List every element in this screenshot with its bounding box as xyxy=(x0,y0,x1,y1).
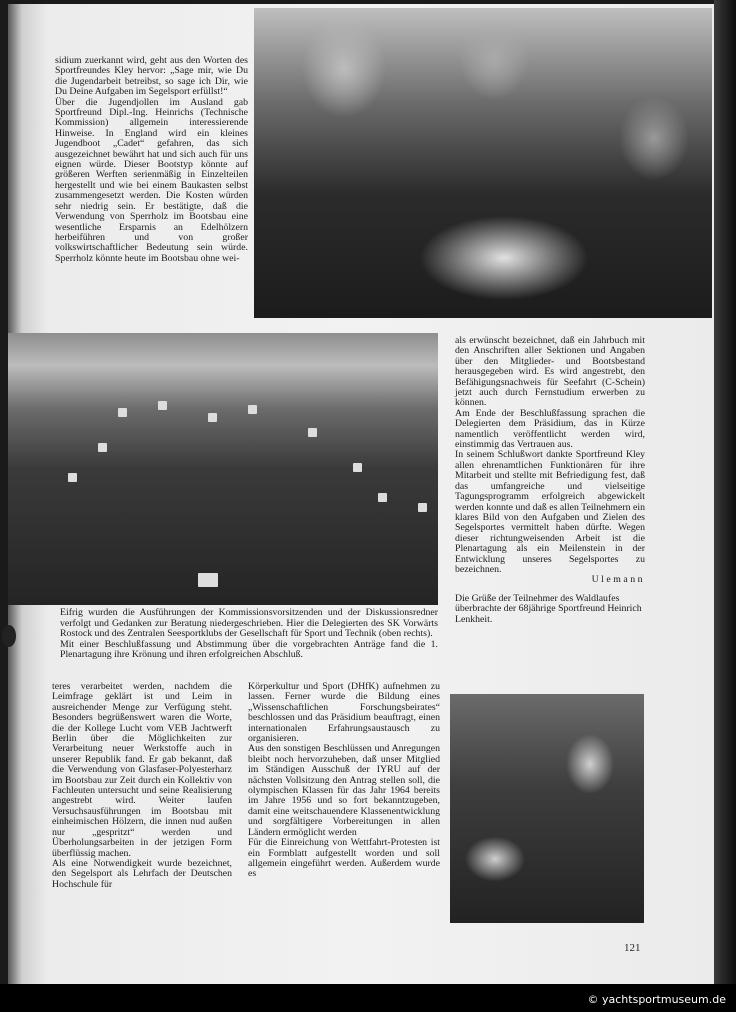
article-column-bottom-left xyxy=(52,682,232,890)
photo-caption xyxy=(60,608,438,661)
paragraph: Aus den sonstigen Beschlüssen und Anregungen bleibt noch hervorzuheben, daß unser Mitglied im Ständigen Ausschuß der IYRU auf der nächsten Vollsitzung den Antrag stellen soll, die olympischen Klassen für das Jahr 1964 bereits im Jahre 1956 und so fort bekanntzugeben, damit eine weitschauendere Klassenentwicklung und sorgfältigere Vorbereitungen in allen Ländern ermöglicht werden xyxy=(248,743,440,838)
caption-text: Eifrig wurden die Ausführungen der Kommissionsvorsitzenden und der Diskussionsredner verfolgt und Gedanken zur Beratung niedergeschrieben. Hier die Delegierten des SK Vorwärts Rostock und des Zentralen Seesportklubs der Gesellschaft für Sport und Technik (oben rechts). xyxy=(60,607,438,640)
author-signature: Ulemann xyxy=(591,574,645,586)
page-number: 121 xyxy=(624,942,641,954)
paragraph: sidium zuerkannt wird, geht aus den Worten des Sportfreundes Kley hervor: „Sage mir, wie Du die Jugendarbeit betreibst, so sage ich Dir, wie Du Deine Aufgaben im Segelsport erfüllst!“ xyxy=(55,55,248,98)
watermark-text: © yachtsportmuseum.de xyxy=(587,993,726,1006)
article-column-right xyxy=(455,336,645,625)
photo-delegates-writing xyxy=(254,8,712,318)
watermark-bar xyxy=(0,984,736,1012)
binding-hole xyxy=(2,625,16,647)
portrait-caption: Die Grüße der Teilnehmer des Waldlaufes überbrachte der 68jährige Sportfreund Heinrich Lenkheit. xyxy=(455,592,642,625)
photo-plenary-vote xyxy=(8,333,438,605)
caption-text: Mit einer Beschlußfassung und Abstimmung über die vorgebrachten Anträge fand die 1. Plenartagung ihre Krönung und ihren erfolgreichen Abschluß. xyxy=(60,638,438,661)
article-column-bottom-middle xyxy=(248,682,440,880)
page-edge xyxy=(714,0,736,985)
paragraph: Als eine Notwendigkeit wurde bezeichnet, den Segelsport als Lehrfach der Deutschen Hochschule für xyxy=(52,857,232,890)
paragraph: Für die Einreichung von Wettfahrt-Protesten ist ein Formblatt aufgestellt worden und soll allgemein eingeführt werden. Außerdem wurde es xyxy=(248,837,440,880)
article-column-top-left xyxy=(55,56,248,264)
paragraph: In seinem Schlußwort dankte Sportfreund Kley allen ehrenamtlichen Funktionären für ihre Mitarbeit und stellte mit Befriedigung fest, daß das umfangreiche und vielseitige Tagungsprogramm erfolgreich abgewickelt werden konnte und daß es allen Teilnehmern ein klares Bild von den Aufgaben und Zielen des Segelsportes vermittelt haben dürfte. Wegen dieser richtungweisenden Arbeit ist die Plenartagung als ein Meilenstein in der Entwicklung unseres Segelsportes zu bezeichnen. xyxy=(455,449,645,575)
photo-heinrich-lenkheit xyxy=(450,694,644,923)
paragraph: Am Ende der Beschlußfassung sprachen die Delegierten dem Präsidium, das in Kürze namentlich veröffentlicht werden wird, einstimmig das Vertrauen aus. xyxy=(455,407,645,451)
paragraph: teres verarbeitet werden, nachdem die Leimfrage geklärt ist und Leim in ausreichender Menge zur Verfügung steht. Besonders begrüßenswert waren die Worte, die der Kollege Lucht vom VEB Jachtwerft Berlin über die Möglichkeiten zur Verarbeitung neuer Werkstoffe auch in unserer Republik fand. Er gab bekannt, daß die Verwendung von Glasfaser-Polyesterharz im Bootsbau zur Zeit durch ein Kollektiv von Fachleuten untersucht und seine Realisierung angestrebt wird. Weiter laufen Versuchsausführungen im Bootsbau mit einheimischen Hölzern, die innen nud außen nur „gespritzt“ werden und Überholungsarbeiten in der jetzigen Form überflüssig machen. xyxy=(52,681,232,859)
paragraph: Über die Jugendjollen im Ausland gab Sportfreund Dipl.-Ing. Heinrichs (Technische Kommission) allgemein interessierende Hinweise. In England wird ein kleines Jugendboot „Cadet“ gefahren, das sich ausgezeichnet bewährt hat und sich auch für uns eignen würde. Dieser Bootstyp könnte auf größeren Werften serienmäßig in Einzelteilen hergestellt und wie bei einem Baukasten selbst zusammengesetzt werden. Die Kosten würden sehr niedrig sein. Er bestätigte, daß die Verwendung von Sperrholz im Bootsbau eine wesentliche Ersparnis an Edelhölzern herbeiführen und von großer volkswirtschaftlicher Bedeutung sein würde. Sperrholz könnte heute im Bootsbau ohne wei- xyxy=(55,96,248,264)
paragraph: als erwünscht bezeichnet, daß ein Jahrbuch mit den Anschriften aller Sektionen und Angaben über den Mitglieder- und Bootsbestand herausgegeben wird. Es wird angestrebt, den Befähigungsnachweis für Seefahrt (C-Schein) jetzt auch durch Fernstudium erwerben zu können. xyxy=(455,335,645,409)
paragraph: Körperkultur und Sport (DHfK) aufnehmen zu lassen. Ferner wurde die Bildung eines „Wissenschaftlichen Forschungsbeirates“ beschlossen und das Präsidium beauftragt, einen internationalen Erfahrungsaustausch zu organisieren. xyxy=(248,681,440,745)
